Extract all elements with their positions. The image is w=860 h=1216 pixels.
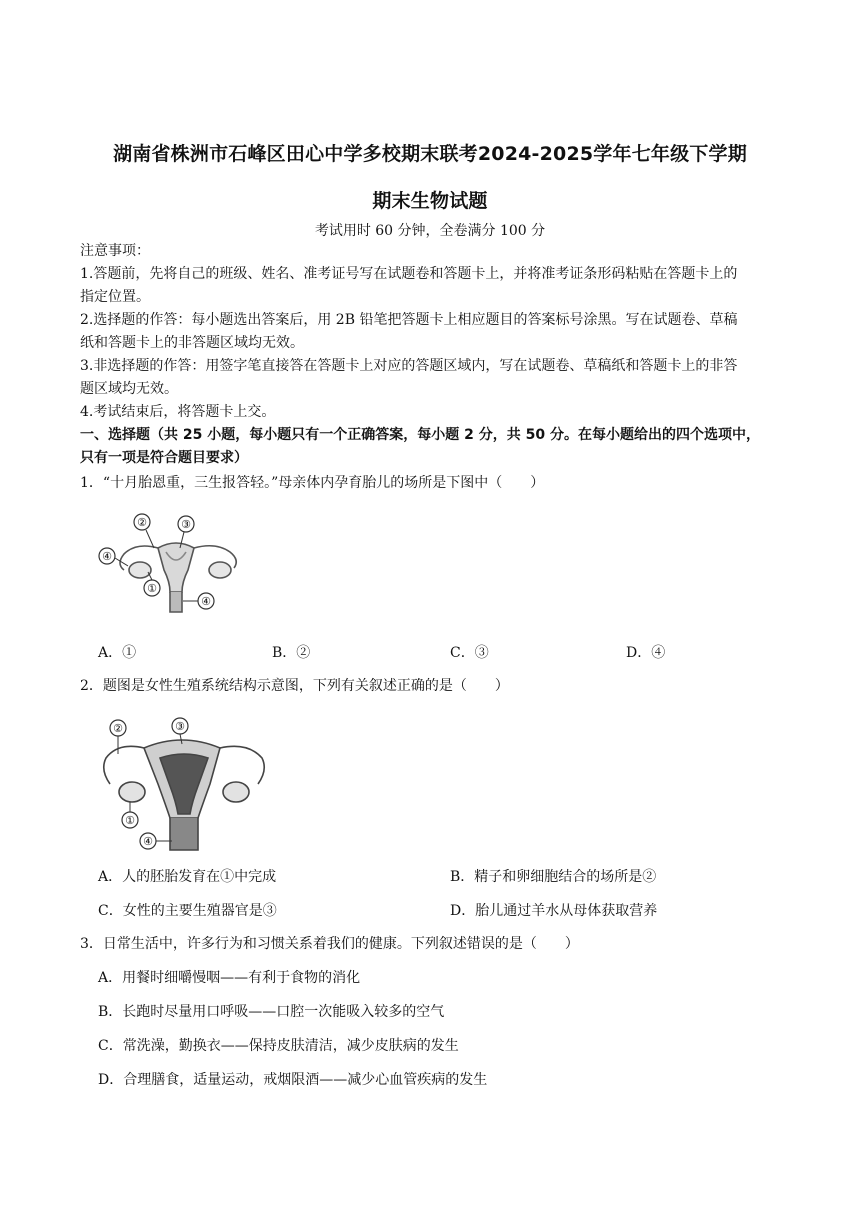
notes-heading: 注意事项： <box>80 243 150 259</box>
note-1-line1: 1.答题前，先将自己的班级、姓名、准考证号写在试题卷和答题卡上，并将准考证条形码粘贴在答题卡上的 <box>80 266 738 282</box>
q1-option-c[interactable]: C．③ <box>450 645 489 661</box>
note-2-line2: 纸和答题卡上的非答题区域均无效。 <box>80 335 304 351</box>
note-1-line2: 指定位置。 <box>80 289 150 305</box>
q1-uterus-diagram <box>96 508 256 618</box>
q1-option-d[interactable]: D．④ <box>626 645 666 661</box>
q2-option-b[interactable]: B．精子和卵细胞结合的场所是② <box>450 869 657 885</box>
section1-heading-line2: 只有一项是符合题目要求） <box>80 450 248 466</box>
q1-stem: 1．“十月胎恩重，三生报答轻。”母亲体内孕育胎儿的场所是下图中（ ） <box>80 475 545 491</box>
exam-title-line2: 期末生物试题 <box>372 190 488 212</box>
q3-option-c[interactable]: C．常洗澡，勤换衣——保持皮肤清洁，减少皮肤病的发生 <box>98 1038 459 1054</box>
q2-label-4: ④ <box>143 835 153 848</box>
exam-subtitle: 考试用时 60 分钟，全卷满分 100 分 <box>314 223 546 239</box>
q2-label-3: ③ <box>175 720 185 733</box>
note-3-line1: 3.非选择题的作答：用签字笔直接答在答题卡上对应的答题区域内，写在试题卷、草稿纸和答题卡上的非答 <box>80 358 738 374</box>
note-2-line1: 2.选择题的作答：每小题选出答案后，用 2B 铅笔把答题卡上相应题目的答案标号涂黑。写在试题卷、草稿 <box>80 312 738 328</box>
q2-option-d[interactable]: D．胎儿通过羊水从母体获取营养 <box>450 903 658 919</box>
q1-label-2: ② <box>137 516 147 529</box>
q2-label-2: ② <box>113 722 123 735</box>
note-4: 4.考试结束后，将答题卡上交。 <box>80 404 276 420</box>
q2-label-1: ① <box>125 814 135 827</box>
q1-option-b[interactable]: B．② <box>272 645 311 661</box>
q3-option-b[interactable]: B．长跑时尽量用口呼吸——口腔一次能吸入较多的空气 <box>98 1004 445 1020</box>
q1-label-3: ③ <box>181 518 191 531</box>
q2-option-a[interactable]: A．人的胚胎发育在①中完成 <box>98 869 277 885</box>
section1-heading-line1: 一、选择题（共 25 小题，每小题只有一个正确答案，每小题 2 分，共 50 分。在每小题给出的四个选项中， <box>80 427 760 443</box>
q3-option-a[interactable]: A．用餐时细嚼慢咽——有利于食物的消化 <box>98 970 361 986</box>
q3-option-d[interactable]: D．合理膳食，适量运动，戒烟限酒——减少心血管疾病的发生 <box>98 1072 488 1088</box>
q2-female-reproductive-diagram <box>98 714 270 856</box>
q2-option-c[interactable]: C．女性的主要生殖器官是③ <box>98 903 277 919</box>
q1-label-1: ① <box>147 582 157 595</box>
note-3-line2: 题区域均无效。 <box>80 381 178 397</box>
exam-title-line1: 湖南省株洲市石峰区田心中学多校期末联考2024-2025学年七年级下学期 <box>113 143 747 165</box>
q2-stem: 2．题图是女性生殖系统结构示意图，下列有关叙述正确的是（ ） <box>80 678 509 694</box>
q1-label-4a: ④ <box>102 550 112 563</box>
q3-stem: 3．日常生活中，许多行为和习惯关系着我们的健康。下列叙述错误的是（ ） <box>80 936 579 952</box>
q1-label-4b: ④ <box>201 595 211 608</box>
q1-option-a[interactable]: A．① <box>98 645 137 661</box>
